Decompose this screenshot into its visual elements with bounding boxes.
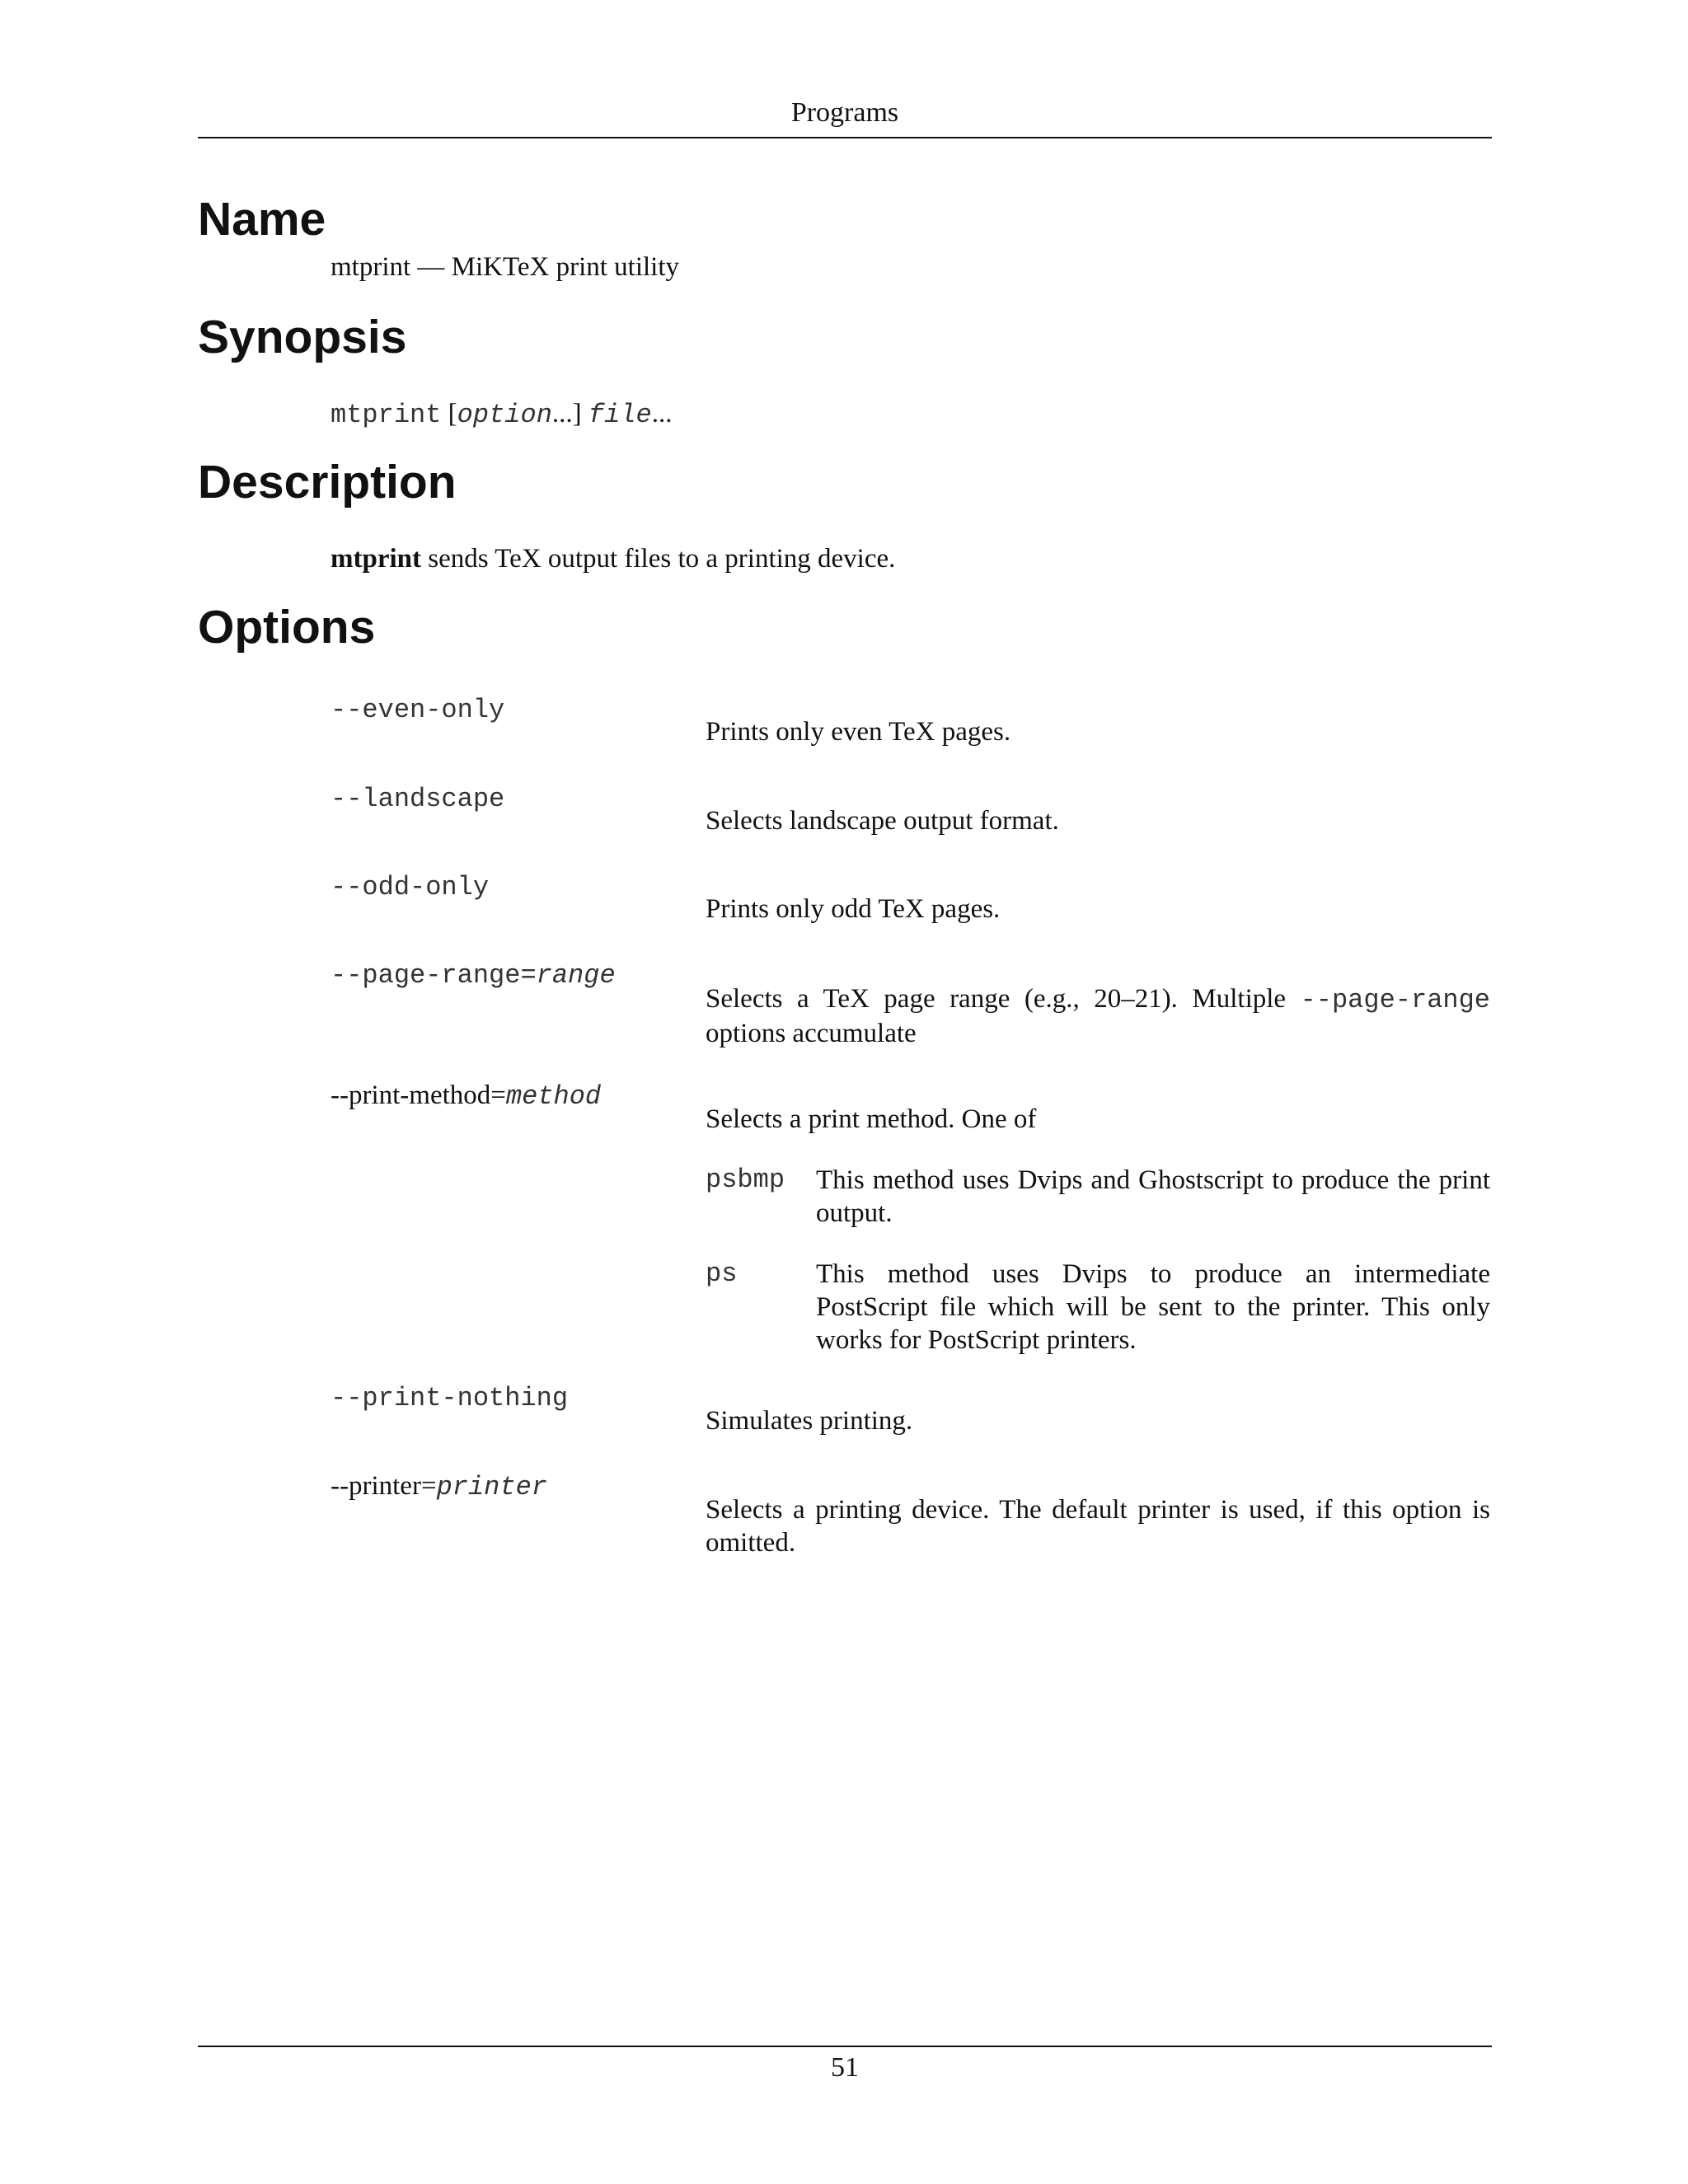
option-desc-even-only: Prints only even TeX pages.: [706, 717, 1011, 747]
option-desc-landscape: Selects landscape output format.: [706, 806, 1059, 836]
description-body: sends TeX output files to a printing device.: [421, 544, 896, 574]
section-heading-options: Options: [198, 601, 376, 654]
method-desc-ps: This method uses Dvips to produce an intermediate PostScript file which will be sent to the printer. This only works for PostScript printers.: [816, 1259, 1490, 1355]
name-text: mtprint — MiKTeX print utility: [331, 252, 680, 282]
option-term-odd-only: --odd-only: [331, 872, 490, 902]
running-header: Programs: [790, 97, 899, 128]
inline-code-page-range: --page-range: [1300, 985, 1490, 1015]
option-term-print-nothing: --print-nothing: [331, 1383, 569, 1413]
method-term-psbmp: psbmp: [706, 1165, 785, 1195]
synopsis-file: file: [588, 400, 652, 430]
method-term-ps: ps: [706, 1258, 738, 1289]
synopsis-line: [331, 396, 672, 434]
section-heading-synopsis: Synopsis: [198, 311, 407, 363]
page-number: 51: [831, 2052, 859, 2083]
option-desc-print-nothing: Simulates printing.: [706, 1406, 913, 1436]
option-desc-printer: Selects a printing device. The default printer is used, if this option is omitted.: [706, 1495, 1490, 1558]
header-rule: [198, 137, 1492, 138]
synopsis-ellipsis-1: ...: [551, 399, 573, 429]
option-arg-range: range: [536, 960, 616, 991]
synopsis-ellipsis-2: ...: [651, 399, 673, 429]
option-term-even-only: --even-only: [331, 695, 505, 725]
description-text: [331, 541, 895, 577]
section-heading-name: Name: [198, 193, 326, 246]
method-desc-psbmp: This method uses Dvips and Ghostscript to produce the print output.: [816, 1165, 1490, 1228]
option-desc-odd-only: Prints only odd TeX pages.: [706, 894, 1001, 924]
option-term-page-range: --page-range=range: [331, 960, 616, 991]
option-desc-page-range: Selects a TeX page range (e.g., 20–21). Multiple --page-range options accumulate: [706, 984, 1490, 1048]
synopsis-option: option: [457, 400, 552, 430]
section-heading-description: Description: [198, 456, 457, 509]
option-arg-method: method: [505, 1081, 602, 1112]
synopsis-command: mtprint: [331, 400, 442, 430]
option-term-printer: --printer=printer: [331, 1471, 547, 1502]
option-term-print-method: --print-method=method: [331, 1080, 602, 1112]
option-term-landscape: --landscape: [331, 784, 505, 814]
description-command: mtprint: [331, 544, 421, 574]
synopsis-close-bracket: ]: [572, 399, 588, 429]
synopsis-open-bracket: [: [441, 399, 457, 429]
option-desc-print-method: Selects a print method. One of: [706, 1104, 1037, 1134]
option-arg-printer: printer: [436, 1472, 547, 1502]
